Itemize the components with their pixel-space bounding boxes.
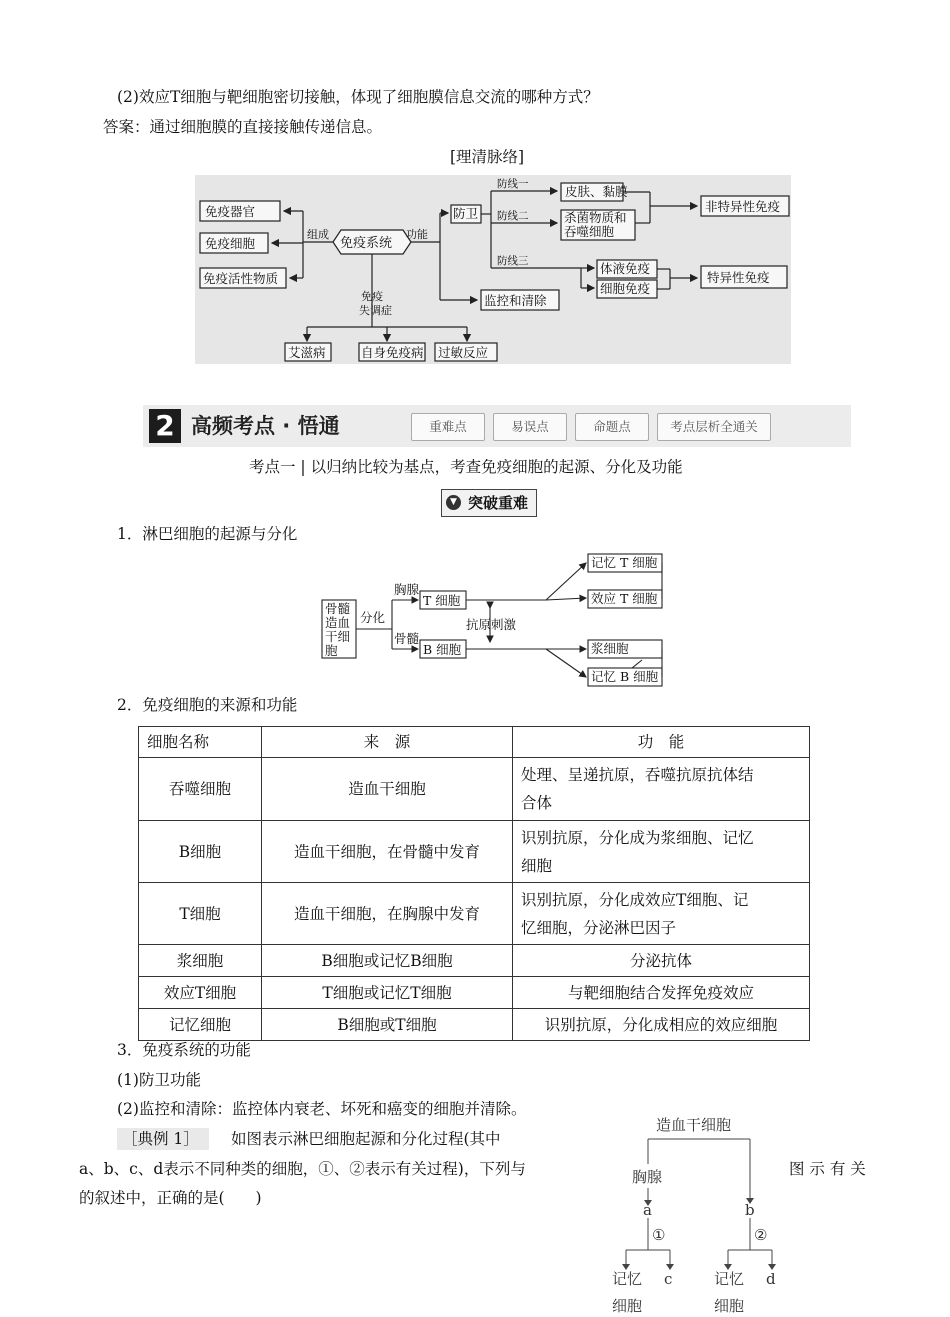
- cell-function: 识别抗原，分化成相应的效应细胞: [513, 1009, 810, 1041]
- cell-name: 记忆细胞: [139, 1009, 262, 1041]
- banner-number: 2: [149, 409, 181, 443]
- banner-title: 高频考点 · 悟通: [191, 414, 340, 438]
- header-cell: 功 能: [513, 727, 810, 758]
- src-char-1: 骨髓: [325, 601, 351, 616]
- example-line2: a、b、c、d表示不同种类的细胞，①、②表示有关过程)，下列与: [79, 1160, 526, 1178]
- mm-aids: 艾滋病: [288, 345, 326, 360]
- cell-name: 浆细胞: [139, 945, 262, 977]
- cell-name: 吞噬细胞: [139, 758, 262, 821]
- mm-bactericide-1: 杀菌物质和: [564, 210, 627, 225]
- cell-name: B细胞: [139, 821, 262, 883]
- mm-humoral: 体液免疫: [600, 261, 651, 276]
- table-row: [139, 945, 810, 977]
- func2-text: (2)监控和清除：监控体内衰老、坏死和癌变的细胞并清除。: [117, 1100, 527, 1118]
- tree-c: c: [664, 1270, 673, 1288]
- mm-line3: 防线三: [497, 255, 529, 267]
- effector-t-box: 效应 T 细胞: [591, 591, 658, 606]
- func-line: 识别抗原，分化成效应T细胞、记: [521, 890, 749, 909]
- cell-function: [513, 821, 810, 883]
- mm-defense: 防卫: [453, 206, 479, 221]
- tree-a: a: [643, 1201, 652, 1219]
- tree-thymus: 胸腺: [632, 1168, 663, 1186]
- cell-source: 造血干细胞: [262, 758, 513, 821]
- table-row: [139, 1009, 810, 1041]
- mm-organs: 免疫器官: [205, 204, 256, 219]
- immune-cells-table: [138, 726, 810, 1041]
- mm-cellular: 细胞免疫: [600, 281, 651, 296]
- section-caption: [理清脉络]: [450, 148, 525, 166]
- table-row: [139, 977, 810, 1009]
- b-cell-box: B 细胞: [423, 642, 462, 657]
- cell-function: 分泌抗体: [513, 945, 810, 977]
- src-char-4: 胞: [325, 643, 338, 658]
- section-banner: [143, 405, 851, 447]
- item1-text: 1．淋巴细胞的起源与分化: [117, 525, 298, 543]
- mm-cells: 免疫细胞: [205, 236, 256, 251]
- mm-bactericide-2: 吞噬细胞: [564, 224, 615, 239]
- tag-mistakes: 易误点: [493, 413, 567, 441]
- tag-exam-points: 命题点: [575, 413, 649, 441]
- mm-skin: 皮肤、黏膜: [565, 184, 628, 199]
- lymph-origin-diagram: [320, 552, 665, 688]
- tree-memory2-a: 记忆: [714, 1270, 745, 1288]
- src-char-2: 造血: [325, 615, 351, 630]
- tree-process1: ①: [652, 1226, 666, 1244]
- table-row: [139, 758, 810, 821]
- point1-heading: 考点一 | 以归纳比较为基点，考查免疫细胞的起源、分化及功能: [249, 458, 683, 476]
- example-label: ［典例 1］: [122, 1130, 199, 1148]
- tree-memory1-b: 细胞: [612, 1297, 643, 1315]
- mm-function: 功能: [406, 228, 428, 241]
- badge-label: 突破重难: [468, 494, 529, 512]
- item3-text: 3．免疫系统的功能: [117, 1041, 251, 1059]
- antigen-label: 抗原刺激: [466, 617, 517, 632]
- cell-source: B细胞或T细胞: [262, 1009, 513, 1041]
- mm-actives: 免疫活性物质: [203, 271, 279, 286]
- plasma-box: 浆细胞: [591, 641, 629, 656]
- question-text: (2)效应T细胞与靶细胞密切接触，体现了细胞膜信息交流的哪种方式？: [117, 88, 599, 106]
- tag-full-pass: 考点层析全通关: [657, 413, 771, 441]
- mm-disorder-2: 失调症: [359, 304, 392, 317]
- header-cell: 来 源: [262, 727, 513, 758]
- example-line2-right: 图 示 有 关: [789, 1160, 866, 1178]
- tree-memory1-a: 记忆: [612, 1270, 643, 1288]
- mm-line1: 防线一: [497, 178, 529, 190]
- memory-t-box: 记忆 T 细胞: [591, 555, 658, 570]
- breakthrough-badge: [441, 489, 537, 517]
- cell-function: 与靶细胞结合发挥免疫效应: [513, 977, 810, 1009]
- tree-b: b: [745, 1201, 755, 1219]
- table-row: [139, 883, 810, 945]
- mm-monitor: 监控和清除: [484, 293, 547, 308]
- memory-b-box: 记忆 B 细胞: [591, 669, 659, 684]
- diff-label: 分化: [360, 610, 386, 625]
- answer-text: 答案：通过细胞膜的直接接触传递信息。: [103, 118, 383, 136]
- tree-d: d: [766, 1270, 776, 1288]
- header-cell: 细胞名称: [139, 727, 262, 758]
- cell-source: T细胞或记忆T细胞: [262, 977, 513, 1009]
- mm-disorder-1: 免疫: [361, 290, 383, 303]
- cell-source: B细胞或记忆B细胞: [262, 945, 513, 977]
- mm-allergy: 过敏反应: [438, 345, 489, 360]
- lymph-tree-diagram: [608, 1110, 793, 1317]
- t-cell-box: T 细胞: [423, 593, 461, 608]
- tree-memory2-b: 细胞: [714, 1297, 745, 1315]
- table-header-row: [139, 727, 810, 758]
- chevron-down-icon: ▼: [446, 495, 461, 510]
- cell-function: [513, 883, 810, 945]
- tag-key-points: 重难点: [411, 413, 485, 441]
- cell-function: [513, 758, 810, 821]
- src-char-3: 干细: [325, 629, 351, 644]
- thymus-label: 胸腺: [394, 582, 420, 597]
- cell-name: 效应T细胞: [139, 977, 262, 1009]
- mm-nonspecific: 非特异性免疫: [705, 199, 781, 214]
- cell-source: 造血干细胞，在骨髓中发育: [262, 821, 513, 883]
- func-line: 处理、呈递抗原，吞噬抗原抗体结: [521, 766, 754, 784]
- mm-center: 免疫系统: [340, 236, 393, 251]
- marrow-label: 骨髓: [394, 631, 420, 646]
- mm-line2: 防线二: [497, 210, 529, 222]
- func-line: 细胞: [521, 856, 553, 875]
- tree-root: 造血干细胞: [656, 1116, 732, 1134]
- example-line1: 如图表示淋巴细胞起源和分化过程(其中: [231, 1130, 501, 1148]
- func1-text: (1)防卫功能: [117, 1071, 201, 1089]
- cell-source: 造血干细胞，在胸腺中发育: [262, 883, 513, 945]
- immune-system-mindmap: [195, 175, 791, 364]
- func-line: 合体: [521, 794, 553, 812]
- mm-compose: 组成: [307, 228, 329, 241]
- example-line3: 的叙述中，正确的是( ): [79, 1189, 262, 1207]
- tree-process2: ②: [754, 1226, 768, 1244]
- mm-specific: 特异性免疫: [707, 270, 770, 285]
- cell-name: T细胞: [139, 883, 262, 945]
- item2-text: 2．免疫细胞的来源和功能: [117, 696, 298, 714]
- mm-autoimmune: 自身免疫病: [361, 345, 424, 360]
- table-row: [139, 821, 810, 883]
- func-line: 忆细胞，分泌淋巴因子: [521, 918, 677, 937]
- func-line: 识别抗原，分化成为浆细胞、记忆: [521, 828, 754, 847]
